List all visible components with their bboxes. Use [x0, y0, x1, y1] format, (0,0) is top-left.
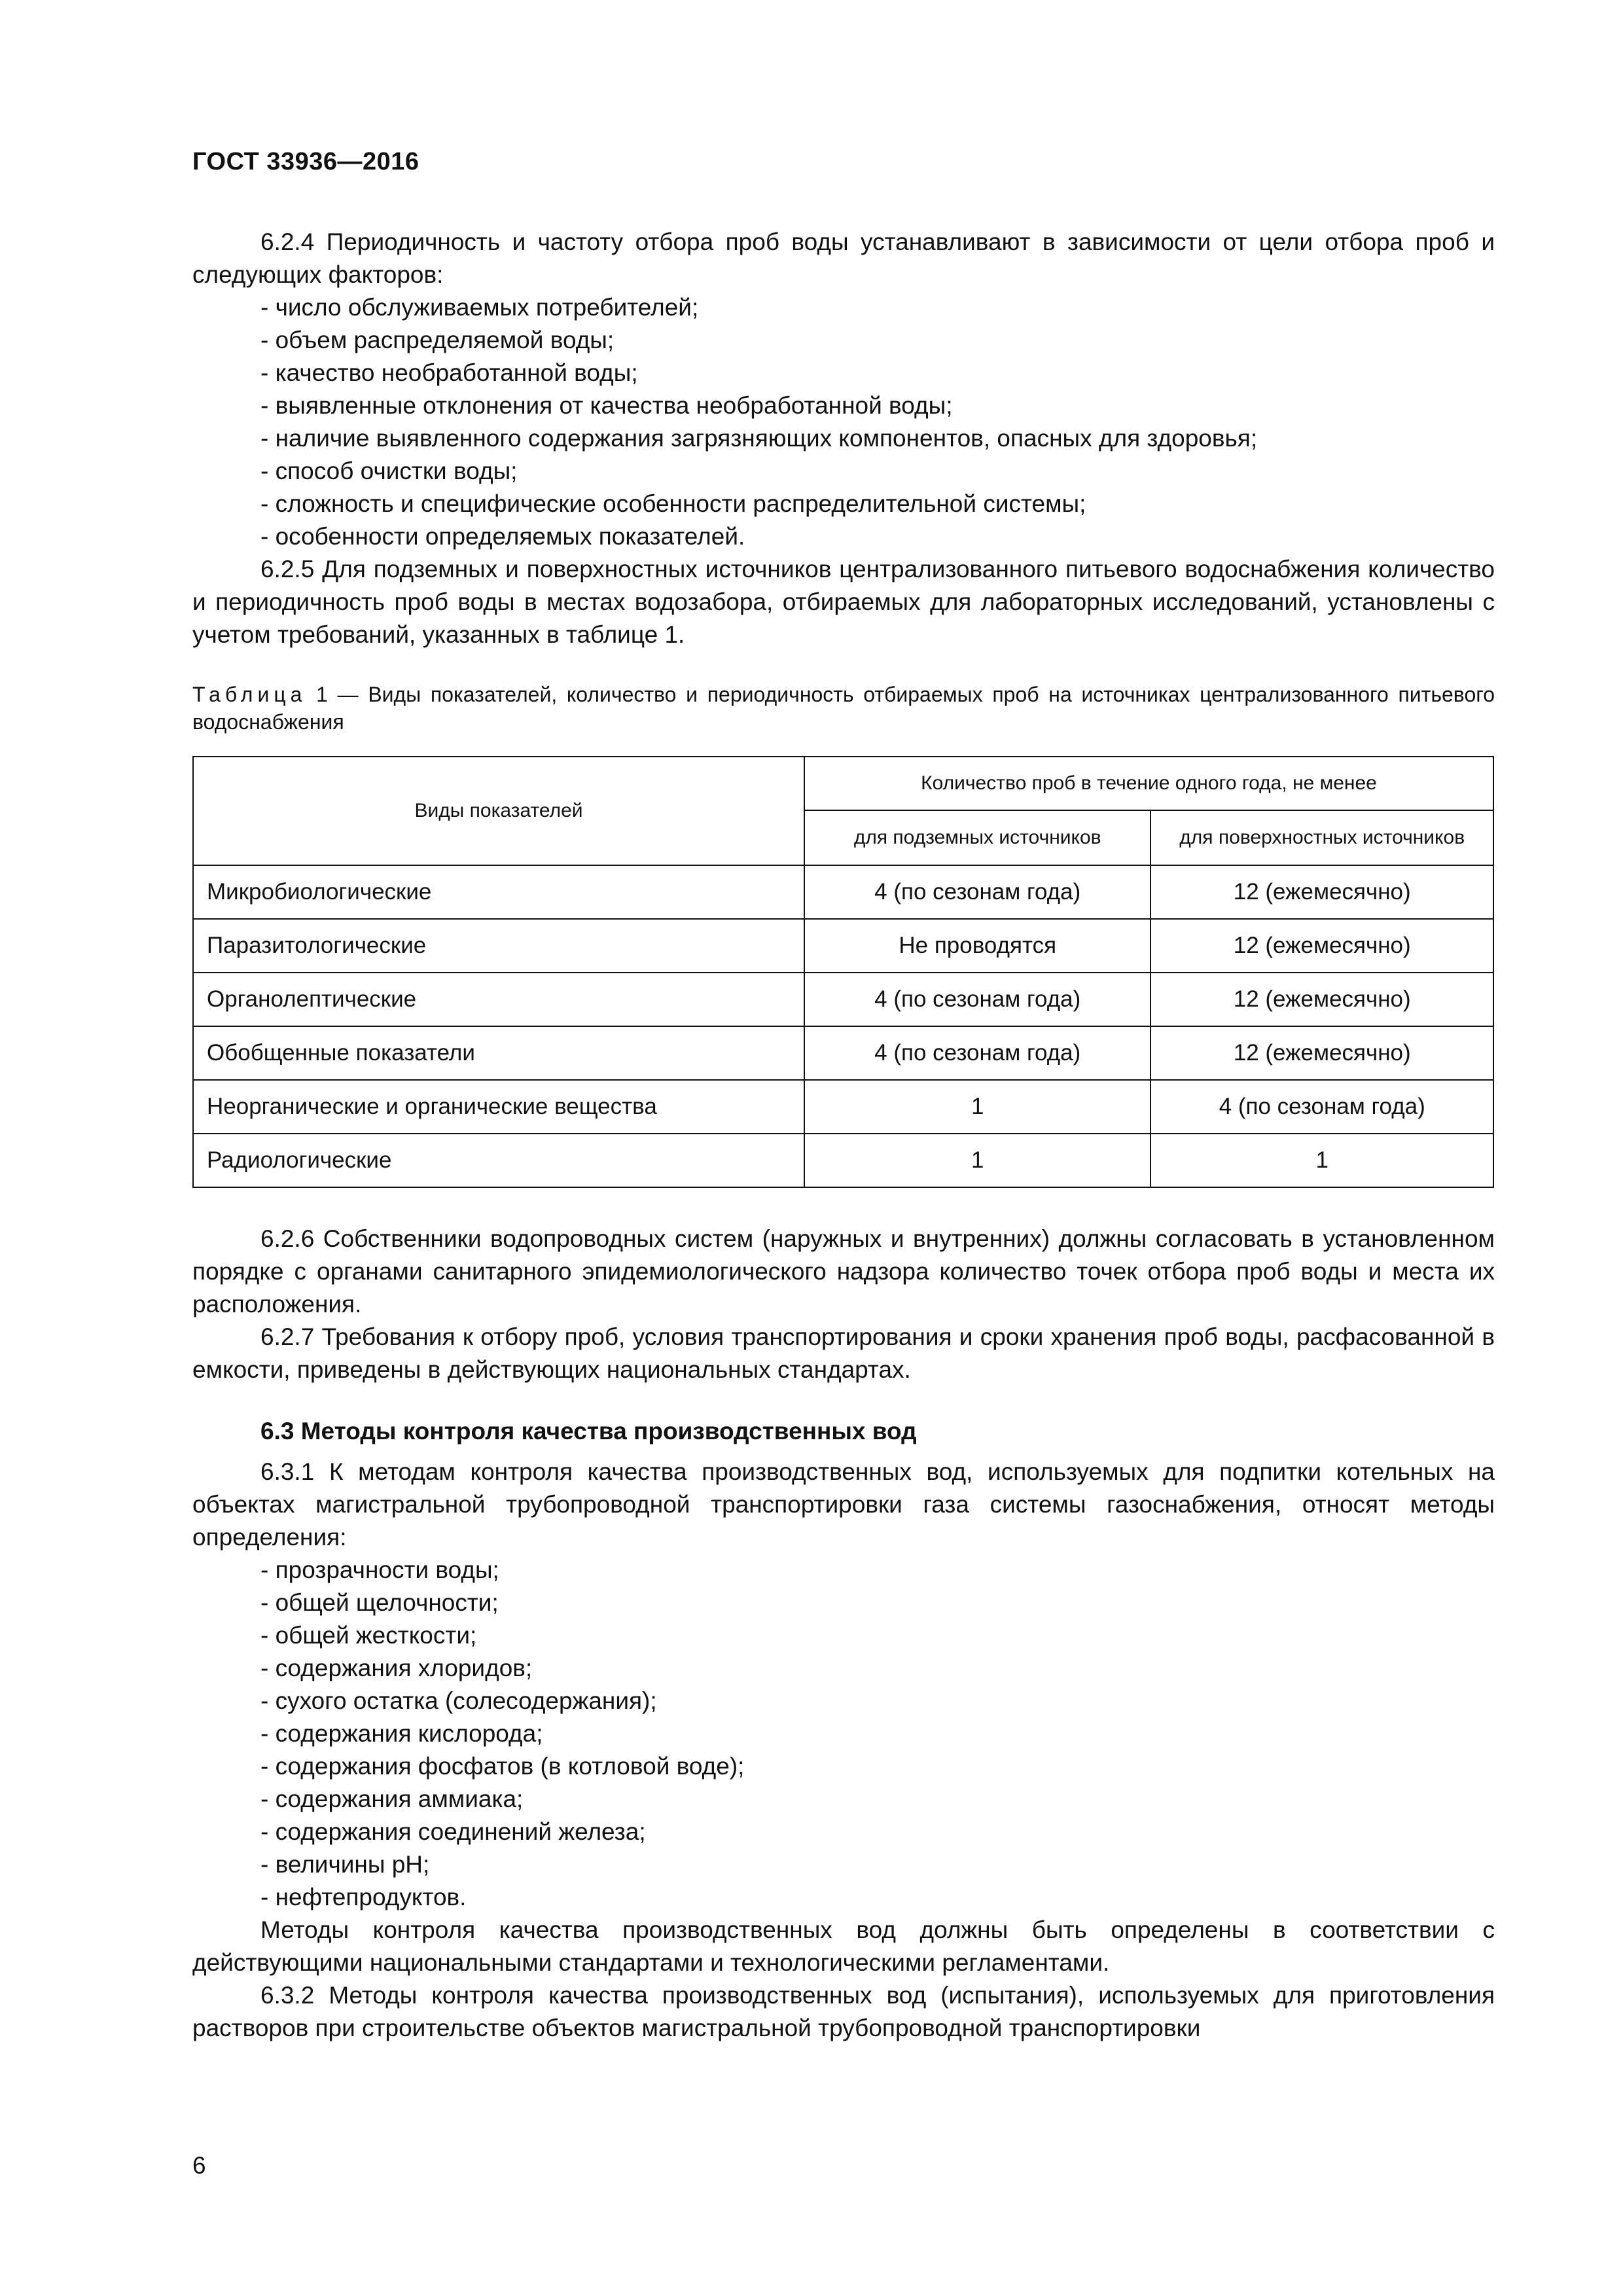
- factor-list: [192, 291, 1495, 553]
- cell-underground: 4 (по сезонам года): [804, 865, 1150, 919]
- header-sample-count: Количество проб в течение одного года, не менее: [804, 757, 1493, 810]
- document-header: ГОСТ 33936—2016: [192, 148, 419, 175]
- paragraph-methods: Методы контроля качества производственных вод должны быть определены в соответствии с действующими национальными стандартами и технологическими регламентами.: [192, 1916, 1495, 1976]
- table-caption-label: Таблица: [192, 683, 307, 706]
- cell-surface: 4 (по сезонам года): [1150, 1080, 1493, 1134]
- list-item: - число обслуживаемых потребителей;: [260, 294, 699, 321]
- list-item: - содержания фосфатов (в котловой воде);: [260, 1753, 745, 1780]
- list-item: - сложность и специфические особенности распределительной системы;: [260, 490, 1086, 517]
- sampling-table: [192, 756, 1494, 1188]
- section-heading-6-3: 6.3 Методы контроля качества производственных вод: [260, 1418, 917, 1444]
- paragraph-6-2-7: 6.2.7 Требования к отбору проб, условия транспортирования и сроки хранения проб воды, расфасованной в емкости, приведены в действующих национальных стандартах.: [192, 1323, 1495, 1383]
- cell-indicator-type: Микробиологические: [193, 865, 804, 919]
- cell-underground: 1: [804, 1080, 1150, 1134]
- table-row: [193, 1134, 1493, 1187]
- list-item: - качество необработанной воды;: [260, 359, 638, 386]
- cell-underground: Не проводятся: [804, 919, 1150, 973]
- header-underground-sources: для подземных источников: [804, 810, 1150, 865]
- section-6-3: [192, 1415, 1495, 2045]
- cell-surface: 12 (ежемесячно): [1150, 973, 1493, 1026]
- header-indicator-type: Виды показателей: [193, 757, 804, 865]
- list-item: - выявленные отклонения от качества необработанной воды;: [260, 392, 953, 419]
- cell-indicator-type: Паразитологические: [193, 919, 804, 973]
- cell-surface: 12 (ежемесячно): [1150, 919, 1493, 973]
- paragraph-6-2-4: 6.2.4 Периодичность и частоту отбора проб воды устанавливают в зависимости от цели отбора проб и следующих факторов:: [192, 228, 1495, 288]
- cell-underground: 4 (по сезонам года): [804, 1026, 1150, 1080]
- table-row: [193, 919, 1493, 973]
- table-row: [193, 1080, 1493, 1134]
- list-item: - наличие выявленного содержания загрязняющих компонентов, опасных для здоровья;: [260, 425, 1258, 452]
- header-surface-sources: для поверхностных источников: [1150, 810, 1493, 865]
- cell-underground: 1: [804, 1134, 1150, 1187]
- list-item: - содержания хлоридов;: [260, 1655, 533, 1681]
- cell-indicator-type: Радиологические: [193, 1134, 804, 1187]
- list-item: - сухого остатка (солесодержания);: [260, 1687, 657, 1714]
- list-item: - содержания кислорода;: [260, 1720, 543, 1747]
- list-item: - содержания аммиака;: [260, 1785, 524, 1812]
- cell-indicator-type: Неорганические и органические вещества: [193, 1080, 804, 1134]
- paragraph-6-3-1: 6.3.1 К методам контроля качества производственных вод, используемых для подпитки котельных на объектах магистральной трубопроводной транспортировки газа системы газоснабжения, относят методы определения:: [192, 1458, 1495, 1551]
- method-list: [192, 1554, 1495, 1914]
- list-item: - особенности определяемых показателей.: [260, 523, 745, 550]
- table-row: [193, 865, 1493, 919]
- section-6-2-6-to-6-2-7: [192, 1223, 1495, 1386]
- list-item: - содержания соединений железа;: [260, 1818, 646, 1845]
- table-row: [193, 973, 1493, 1026]
- list-item: - общей жесткости;: [260, 1622, 477, 1649]
- cell-indicator-type: Органолептические: [193, 973, 804, 1026]
- paragraph-6-2-5: 6.2.5 Для подземных и поверхностных источников централизованного питьевого водоснабжения количество и периодичность проб воды в местах водозабора, отбираемых для лабораторных исследований, установлены с учетом требований, указанных в таблице 1.: [192, 556, 1495, 648]
- paragraph-6-3-2: 6.3.2 Методы контроля качества производственных вод (испытания), используемых для приготовления растворов при строительстве объектов магистральной трубопроводной транспортировки: [192, 1982, 1495, 2041]
- cell-underground: 4 (по сезонам года): [804, 973, 1150, 1026]
- page-number: 6: [192, 2152, 206, 2179]
- cell-surface: 12 (ежемесячно): [1150, 865, 1493, 919]
- cell-indicator-type: Обобщенные показатели: [193, 1026, 804, 1080]
- list-item: - объем распределяемой воды;: [260, 327, 615, 353]
- paragraph-6-2-6: 6.2.6 Собственники водопроводных систем (наружных и внутренних) должны согласовать в установленном порядке с органами санитарного эпидемиологического надзора количество точек отбора проб воды и места их расположения.: [192, 1225, 1495, 1318]
- list-item: - нефтепродуктов.: [260, 1884, 467, 1910]
- table-caption-text: 1 — Виды показателей, количество и периодичность отбираемых проб на источниках централизованного питьевого водоснабжения: [192, 683, 1495, 734]
- list-item: - прозрачности воды;: [260, 1556, 499, 1583]
- cell-surface: 1: [1150, 1134, 1493, 1187]
- list-item: - величины pH;: [260, 1851, 430, 1878]
- table-row: [193, 1026, 1493, 1080]
- section-6-2-4: [192, 226, 1495, 651]
- table-caption: [192, 681, 1495, 736]
- list-item: - способ очистки воды;: [260, 457, 518, 484]
- list-item: - общей щелочности;: [260, 1589, 499, 1616]
- cell-surface: 12 (ежемесячно): [1150, 1026, 1493, 1080]
